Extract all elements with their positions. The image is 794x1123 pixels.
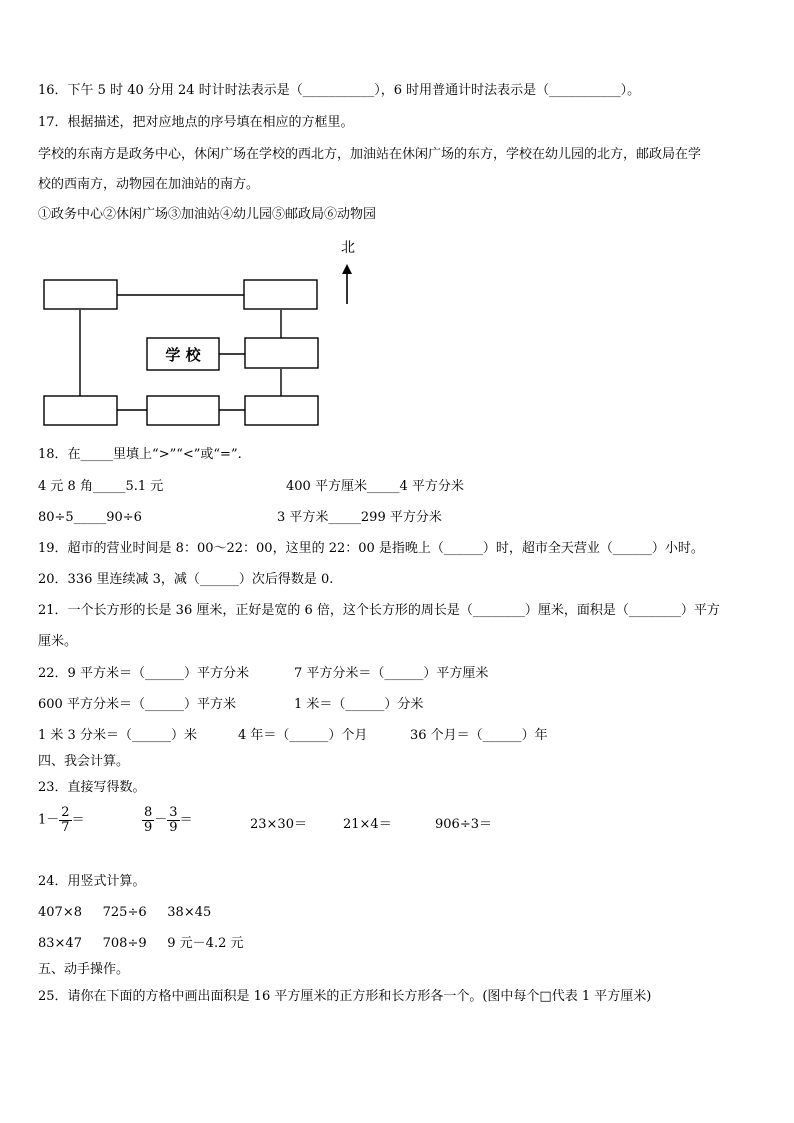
q22-item-c: 600 平方分米＝（______）平方米 [38,697,236,712]
q21-line2: 厘米。 [38,634,78,649]
school-label: 学 校 [165,346,201,364]
numerator: 2 [61,805,70,820]
fraction [167,806,179,835]
answer-box-top-left[interactable] [44,280,117,309]
q18-item-d: 3 平方米_____299 平方分米 [277,510,442,525]
q17-options: ①政务中心②休闲广场③加油站④幼儿园⑤邮政局⑥动物园 [38,207,377,222]
q16-text: 16．下午 5 时 40 分用 24 时计时法表示是（___________），6 时用普通计时法表示是（___________）。 [38,83,641,98]
q18-item-c: 80÷5_____90÷6 [38,510,142,525]
q22-item-g: 36 个月＝（______）年 [410,728,548,743]
fraction [142,806,154,835]
north-label: 北 [341,240,355,256]
q22-item-a: 22．9 平方米＝（______）平方分米 [38,666,249,681]
q24-title: 24．用竖式计算。 [38,874,146,889]
q23-expr-2 [142,806,193,835]
q23-e1-prefix: 1－ [38,812,60,828]
q22-item-d: 1 米＝（______）分米 [294,697,424,712]
q19-text: 19．超市的营业时间是 8：00～22：00，这里的 22：00 是指晚上（______）时，超市全天营业（______）小时。 [38,541,704,556]
q23-expr-4: 21×4＝ [343,817,392,832]
north-arrowhead-icon [342,264,352,274]
q18-item-a: 4 元 8 角_____5.1 元 [38,479,164,494]
q17-description-line2: 校的西南方，动物园在加油站的南方。 [38,177,260,192]
q23-expr-1 [38,806,85,835]
q25-text: 25．请你在下面的方格中画出面积是 16 平方厘米的正方形和长方形各一个。(图中每个□代表 1 平方厘米) [38,989,652,1004]
answer-box-bottom-middle[interactable] [147,396,219,425]
q17-description-line1: 学校的东南方是政务中心，休闲广场在学校的西北方，加油站在休闲广场的东方，学校在幼儿园的北方，邮政局在学 [38,147,702,162]
q17-map-diagram [0,232,380,432]
q17-title: 17．根据描述，把对应地点的序号填在相应的方框里。 [38,115,354,130]
answer-box-top-right[interactable] [244,280,317,309]
q23-title: 23．直接写得数。 [38,780,146,795]
q23-e1-equals: ＝ [71,812,85,828]
q18-title: 18．在_____里填上“>”“<”或“=”. [38,447,242,462]
denominator: 9 [144,820,153,835]
q22-item-b: 7 平方分米＝（______）平方厘米 [294,666,489,681]
numerator: 8 [144,805,153,820]
section4-heading: 四、我会计算。 [38,754,130,769]
answer-box-middle-right[interactable] [245,338,318,368]
fraction [59,806,71,835]
numerator: 3 [169,805,178,820]
minus-sign: － [154,812,168,828]
answer-box-bottom-left[interactable] [44,396,117,425]
q22-item-e: 1 米 3 分米＝（______）米 [38,728,197,743]
q23-expr-5: 906÷3＝ [435,817,492,832]
q21-line1: 21．一个长方形的长是 36 厘米，正好是宽的 6 倍，这个长方形的周长是（________）厘米，面积是（________）平方 [38,603,720,618]
q20-text: 20．336 里连续减 3，减（______）次后得数是 0. [38,572,334,587]
answer-box-bottom-right[interactable] [245,396,318,425]
q18-item-b: 400 平方厘米_____4 平方分米 [286,479,464,494]
q23-expr-3: 23×30＝ [250,817,307,832]
q24-row1: 407×8 725÷6 38×45 [38,905,212,920]
denominator: 9 [169,820,178,835]
q22-item-f: 4 年＝（______）个月 [238,728,368,743]
section5-heading: 五、动手操作。 [38,962,130,977]
denominator: 7 [61,820,70,835]
q24-row2: 83×47 708÷9 9 元－4.2 元 [38,936,244,951]
q23-e2-equals: ＝ [179,812,193,828]
